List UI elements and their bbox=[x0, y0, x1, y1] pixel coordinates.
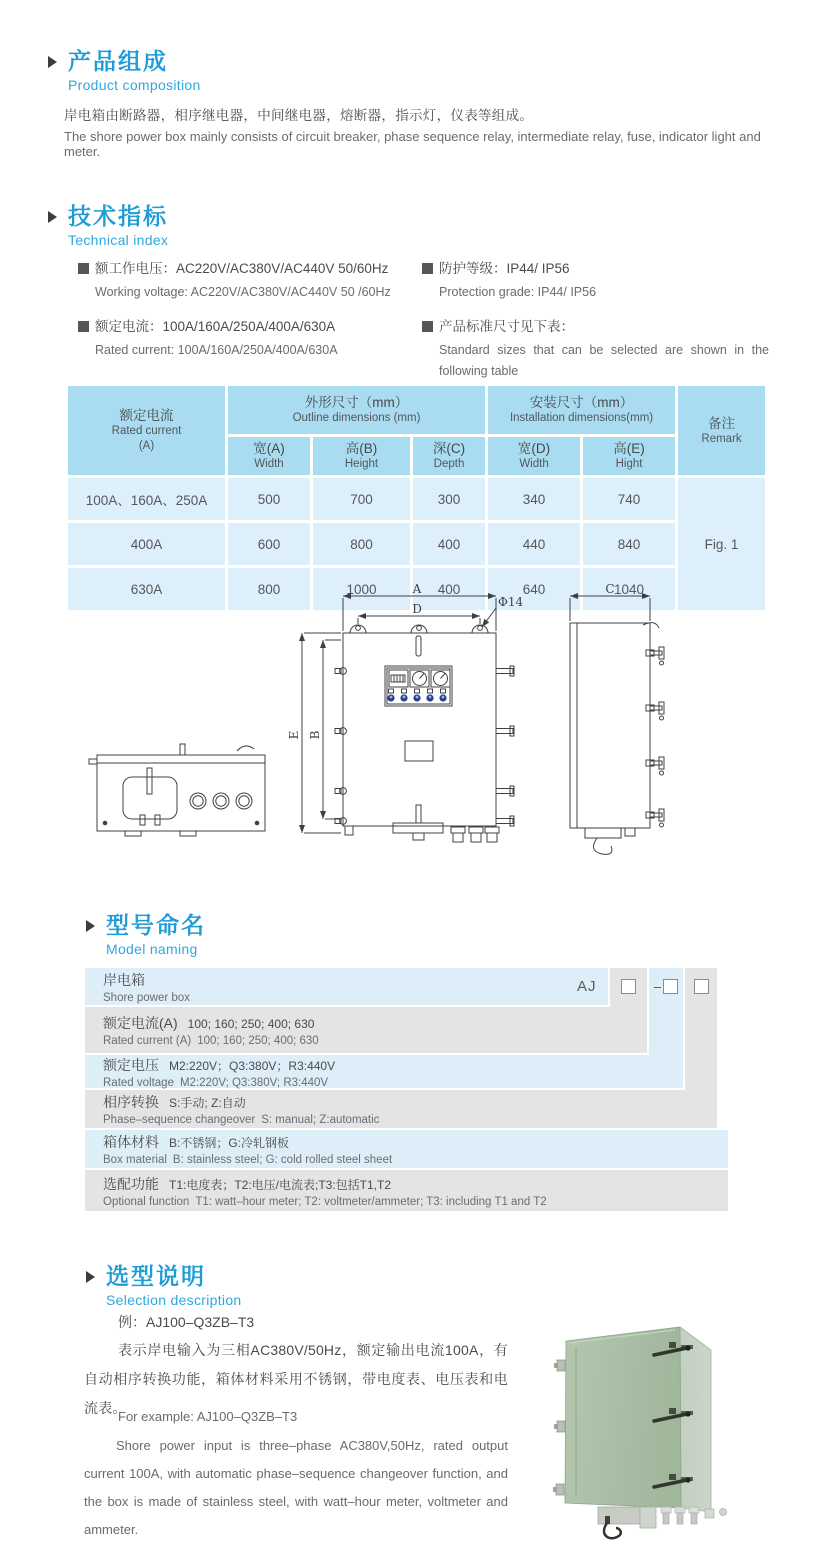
section-title-zh: 选型说明 bbox=[106, 1263, 206, 1289]
dim-label-c: C bbox=[605, 583, 615, 596]
model-row-rated-current: 额定电流(A) 100; 160; 250; 400; 630 Rated current (A) 100; 160; 250; 400; 630 bbox=[85, 1007, 647, 1053]
header-outline-dimensions: 外形尺寸（mm） Outline dimensions (mm) bbox=[227, 385, 487, 436]
selection-body-en: Shore power input is three–phase AC380V,50Hz, rated output current 100A, with automatic phase–sequence changeover function, and the box is made of stainless steel, with watt–hour meter, voltmeter and ammeter. bbox=[84, 1438, 508, 1537]
header-height-b: 高(B) Height bbox=[312, 436, 412, 477]
model-row-rated-voltage: 额定电压 M2:220V；Q3:380V；R3:440V Rated voltage M2:220V; Q3:380V; R3:440V bbox=[85, 1055, 682, 1088]
model-code-box-1 bbox=[610, 968, 647, 1005]
spec-column-right bbox=[422, 258, 774, 395]
bottom-fittings bbox=[598, 1507, 727, 1538]
section-arrow-icon bbox=[86, 1271, 95, 1283]
section-title-en: Selection description bbox=[106, 1292, 242, 1309]
section-title-en: Product composition bbox=[68, 77, 201, 94]
spec-working-voltage: 额工作电压：AC220V/AC380V/AC440V 50/60Hz Working voltage: AC220V/AC380V/AC440V 50 /60Hz bbox=[78, 258, 416, 303]
selection-body-zh: 表示岸电输入为三相AC380V/50Hz，额定输出电流100A，有自动相序转换功能，箱体材料采用不锈钢，带电度表、电压表和电流表。 bbox=[84, 1342, 508, 1416]
spec-column-left bbox=[78, 258, 416, 374]
box-side-face bbox=[680, 1327, 711, 1512]
cable-glands bbox=[661, 1507, 727, 1524]
table-row: 630A 800 1000 400 640 1040 bbox=[67, 567, 767, 612]
side-view bbox=[570, 596, 664, 854]
header-installation-dimensions: 安装尺寸（mm） Installation dimensions(mm) bbox=[487, 385, 677, 436]
square-bullet-icon bbox=[78, 321, 89, 332]
hanging-hook bbox=[604, 1523, 621, 1538]
remark-value: Fig. 1 bbox=[677, 477, 767, 612]
header-height-e: 高(E) Hight bbox=[582, 436, 677, 477]
section-model-naming-header bbox=[86, 912, 206, 957]
product-photo-shore-power-box bbox=[545, 1290, 807, 1562]
dim-label-phi14: Φ14 bbox=[498, 595, 524, 609]
table-row: 100A、160A、250A 500 700 300 340 740 Fig. 1 bbox=[67, 477, 767, 522]
model-row-box-material: 箱体材料 B:不锈钢；G:冷轧钢板 Box material B: stainless steel; G: cold rolled steel sheet bbox=[85, 1130, 728, 1168]
product-composition-text-en: The shore power box mainly consists of circuit breaker, phase sequence relay, intermediate relay, fuse, indicator light and meter. bbox=[64, 129, 761, 159]
door-hinge-bolts bbox=[335, 668, 346, 825]
dim-label-d: D bbox=[412, 602, 422, 616]
header-rated-current: 额定电流 Rated current (A) bbox=[67, 385, 227, 477]
side-latches bbox=[643, 623, 664, 827]
square-bullet-icon bbox=[78, 263, 89, 274]
meter-panel bbox=[385, 666, 452, 706]
square-bullet-icon bbox=[422, 263, 433, 274]
dim-label-b: B bbox=[308, 730, 322, 740]
front-view bbox=[302, 596, 514, 842]
header-remark: 备注 Remark bbox=[677, 385, 767, 477]
section-product-composition-header bbox=[48, 48, 201, 93]
section-title-zh: 型号命名 bbox=[106, 912, 206, 938]
header-depth-c: 深(C) Depth bbox=[412, 436, 487, 477]
section-arrow-icon bbox=[48, 56, 57, 68]
section-selection-description-header bbox=[86, 1263, 242, 1308]
spec-protection-grade: 防护等级：IP44/ IP56 Protection grade: IP44/ IP56 bbox=[422, 258, 774, 303]
selection-example-zh: 例：AJ100–Q3ZB–T3 bbox=[118, 1314, 255, 1330]
product-composition-text-zh: 岸电箱由断路器，相序继电器，中间继电器，熔断器，指示灯，仪表等组成。 bbox=[64, 108, 534, 123]
dimension-drawing bbox=[85, 583, 765, 895]
door-latches bbox=[496, 666, 514, 826]
section-arrow-icon bbox=[86, 920, 95, 932]
section-title-zh: 产品组成 bbox=[68, 48, 168, 74]
section-technical-index-header bbox=[48, 203, 168, 248]
model-code-prefix: AJ bbox=[577, 978, 597, 995]
dim-label-a: A bbox=[412, 583, 422, 596]
model-code-box-2: – bbox=[649, 968, 683, 1005]
model-row-phase-sequence: 相序转换 S:手动; Z:自动 Phase–sequence changeover S: manual; Z:automatic bbox=[85, 1090, 716, 1128]
dim-label-e: E bbox=[287, 730, 301, 740]
spec-rated-current: 额定电流：100A/160A/250A/400A/630A Rated current: 100A/160A/250A/400A/630A bbox=[78, 316, 416, 361]
header-width-a: 宽(A) Width bbox=[227, 436, 312, 477]
spec-standard-sizes: 产品标准尺寸见下表： Standard sizes that can be selected are shown in the following table bbox=[422, 316, 774, 382]
section-title-zh: 技术指标 bbox=[68, 203, 168, 229]
model-row-shore-power-box: 岸电箱 Shore power box bbox=[85, 968, 608, 1005]
square-bullet-icon bbox=[422, 321, 433, 332]
model-row-optional-function: 选配功能 T1:电度表；T2:电压/电流表;T3:包括T1,T2 Optional function T1: watt–hour meter; T2: voltmeter/ammeter; T3: including T1 and T2 bbox=[85, 1170, 728, 1211]
bottom-view bbox=[89, 744, 265, 836]
model-naming-diagram bbox=[85, 968, 745, 1211]
door-hinges bbox=[553, 1360, 565, 1495]
section-arrow-icon bbox=[48, 211, 57, 223]
section-title-en: Technical index bbox=[68, 232, 169, 249]
size-table bbox=[65, 383, 768, 613]
selection-example-en: For example: AJ100–Q3ZB–T3 bbox=[118, 1409, 298, 1424]
section-title-en: Model naming bbox=[106, 941, 198, 958]
table-row: 400A 600 800 400 440 840 bbox=[67, 522, 767, 567]
model-code-box-3 bbox=[685, 968, 717, 1005]
header-width-d: 宽(D) Width bbox=[487, 436, 582, 477]
indicator-lights bbox=[387, 689, 446, 702]
